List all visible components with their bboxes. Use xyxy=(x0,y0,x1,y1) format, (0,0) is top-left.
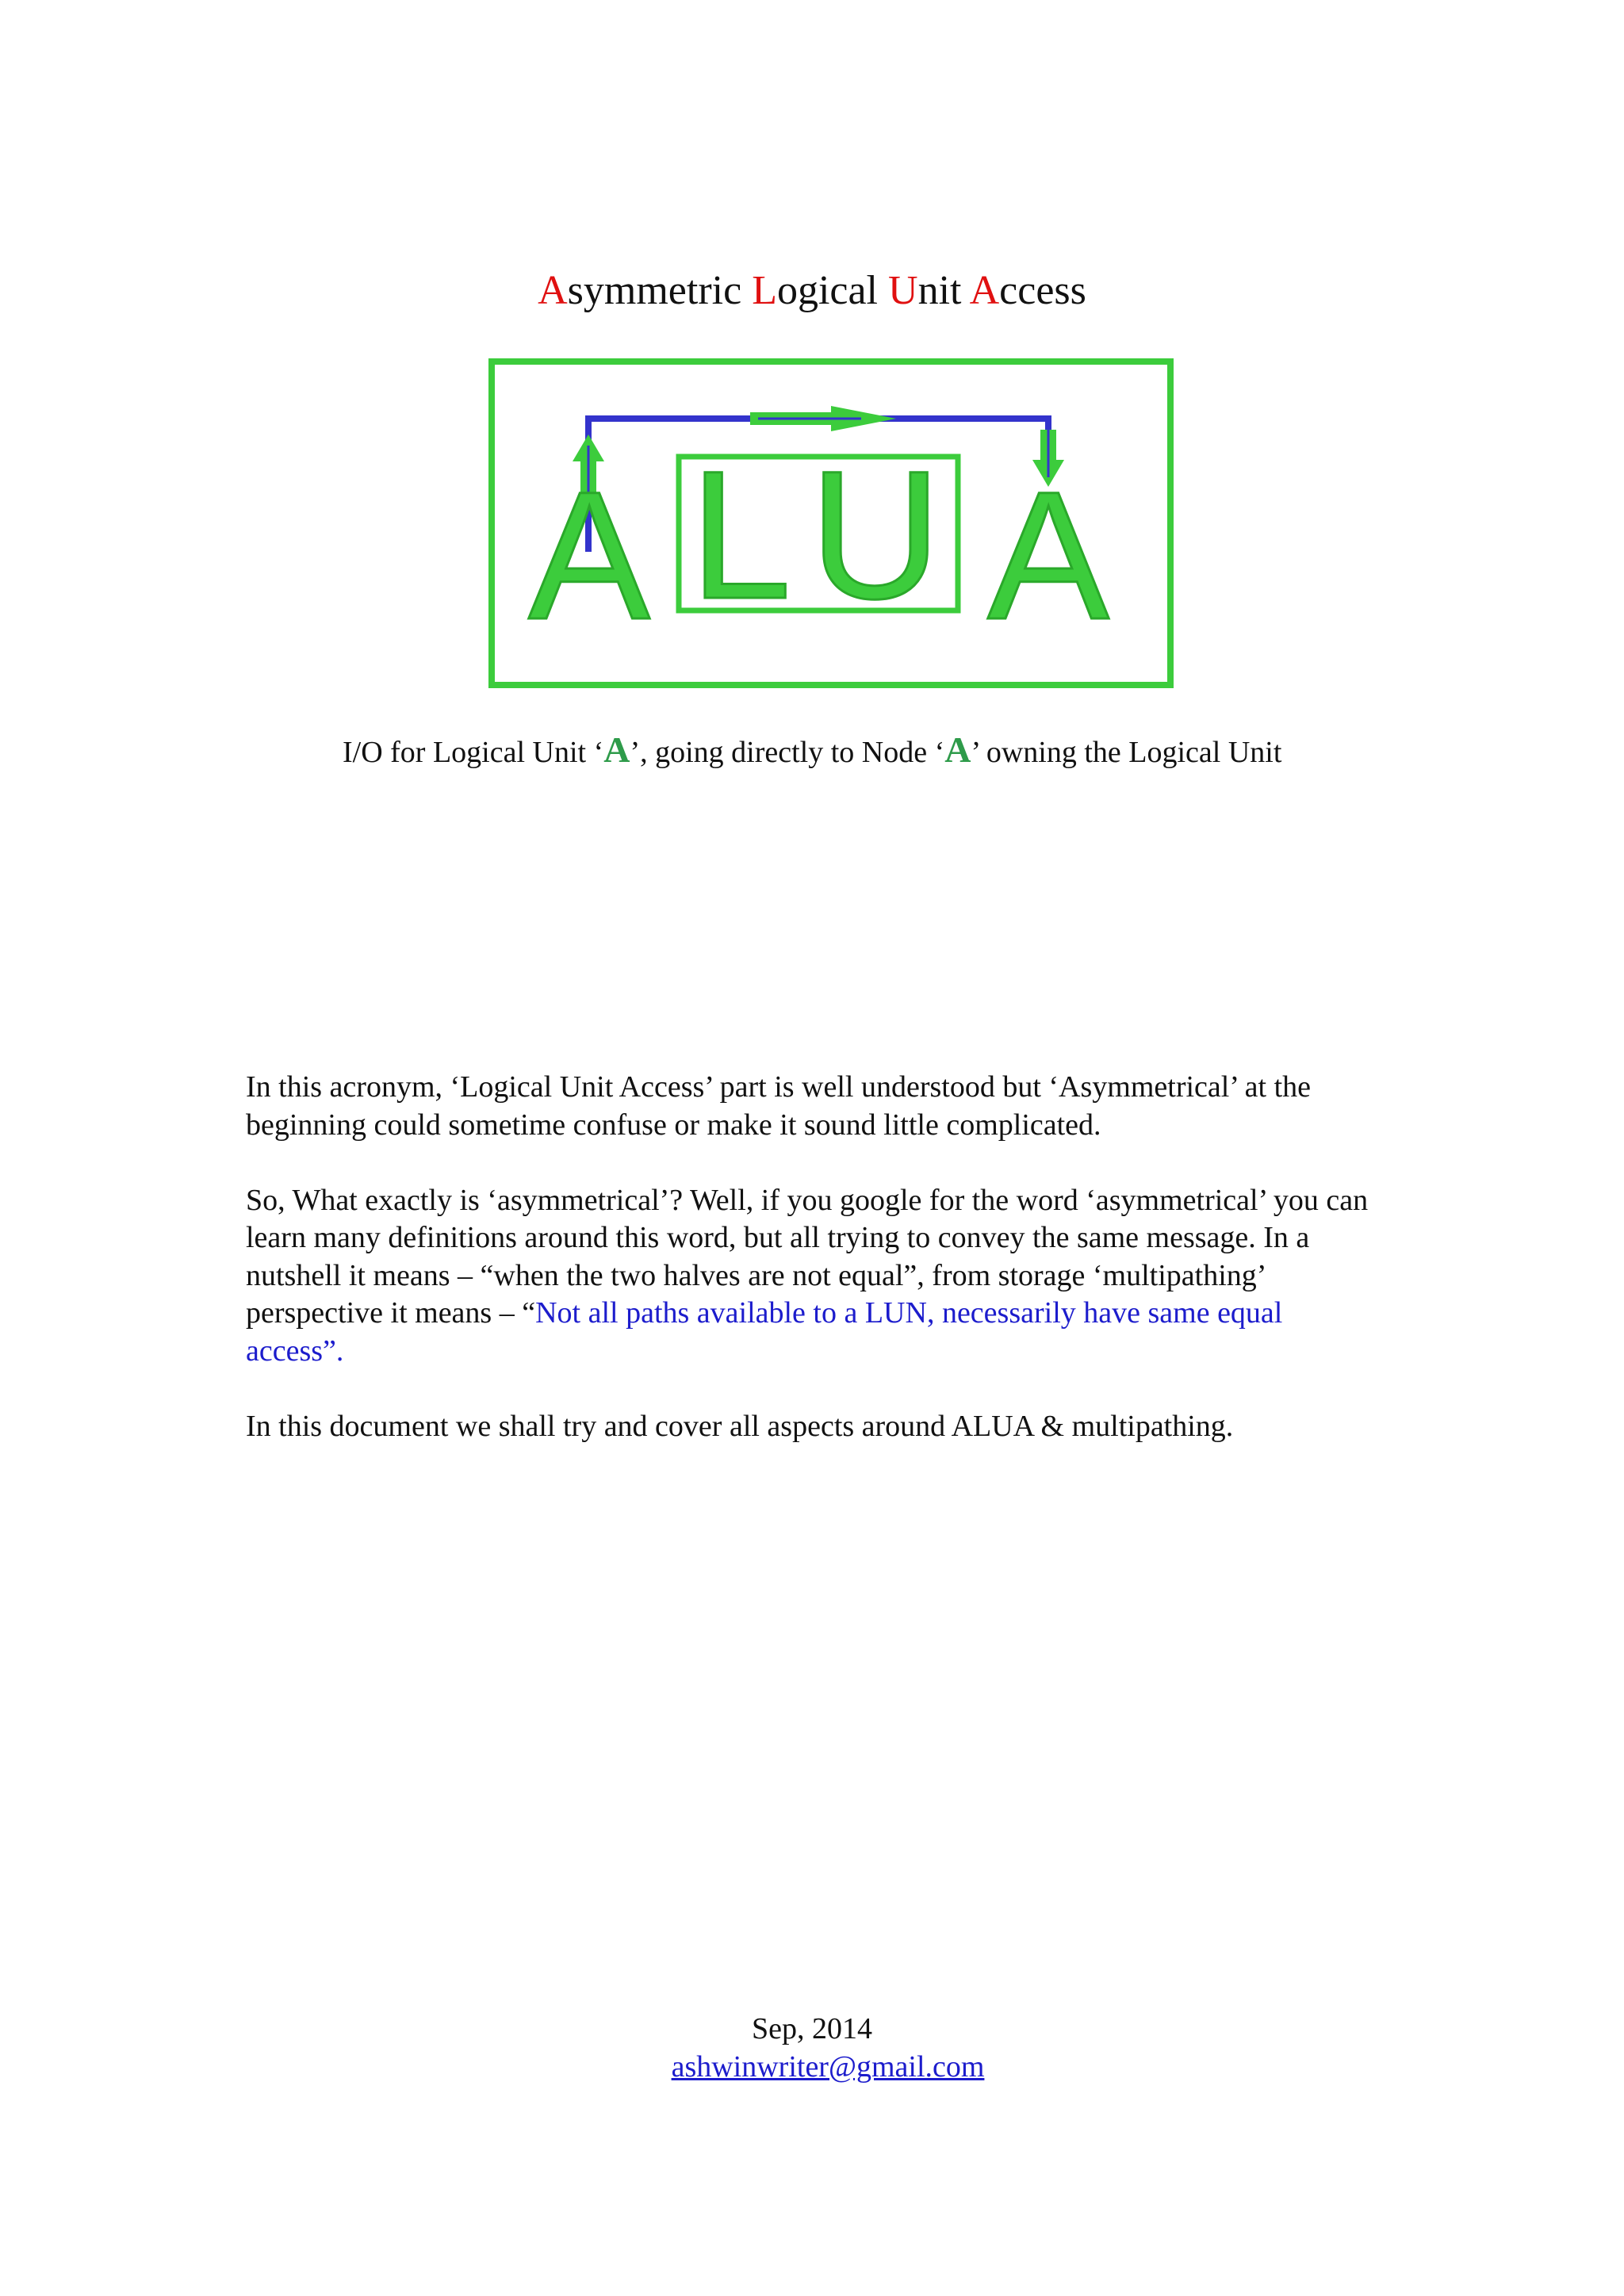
logo-letter-l: L xyxy=(690,433,791,637)
title-word-rest: symmetric xyxy=(567,268,753,313)
title-word-rest: ccess xyxy=(999,268,1086,313)
caption-text-middle: ’, going directly to Node ‘ xyxy=(630,736,945,769)
logo-letter-a-left: A xyxy=(528,453,650,657)
highlighted-definition: Not all paths available to a LUN, necessarily have same equal access”. xyxy=(246,1296,1283,1368)
title-word-rest: nit xyxy=(917,268,970,313)
document-footer xyxy=(0,2010,1624,2086)
intro-body xyxy=(246,1069,1380,1483)
title-initial-u: U xyxy=(888,268,918,313)
caption-letter-a-first: A xyxy=(603,729,630,770)
paragraph-scope: In this document we shall try and cover all aspects around ALUA & multipathing. xyxy=(246,1409,1234,1443)
paragraph-asymmetrical xyxy=(246,1182,1380,1371)
author-email-link[interactable]: ashwinwriter@gmail.com xyxy=(671,2050,985,2084)
title-word-rest: ogical xyxy=(776,268,889,313)
caption-text-end: ’ owning the Logical Unit xyxy=(971,736,1282,769)
title-initial-a2: A xyxy=(969,268,1000,313)
document-title xyxy=(0,266,1624,316)
logo-caption xyxy=(343,728,1453,775)
alua-logo xyxy=(488,358,1174,688)
paragraph-asymmetrical-text: So, What exactly is ‘asymmetrical’? Well, if you google for the word ‘asymmetrical’ you can learn many definitions around this word, but all trying to convey the same message. In a nutshell it means – “when the two halves are not equal”, from storage ‘multipathing’ perspective it means – “ xyxy=(246,1183,1369,1330)
paragraph-acronym: In this acronym, ‘Logical Unit Access’ part is well understood but ‘Asymmetrical’ at the beginning could sometime confuse or make it sound little complicated. xyxy=(246,1070,1312,1142)
logo-letter-u: U xyxy=(809,433,942,637)
title-initial-a: A xyxy=(538,268,568,313)
caption-text-start: I/O for Logical Unit ‘ xyxy=(343,736,604,769)
logo-letter-a-right: A xyxy=(987,453,1109,657)
caption-letter-a-second: A xyxy=(944,729,971,770)
document-date: Sep, 2014 xyxy=(752,2012,872,2045)
title-initial-l: L xyxy=(752,268,777,313)
